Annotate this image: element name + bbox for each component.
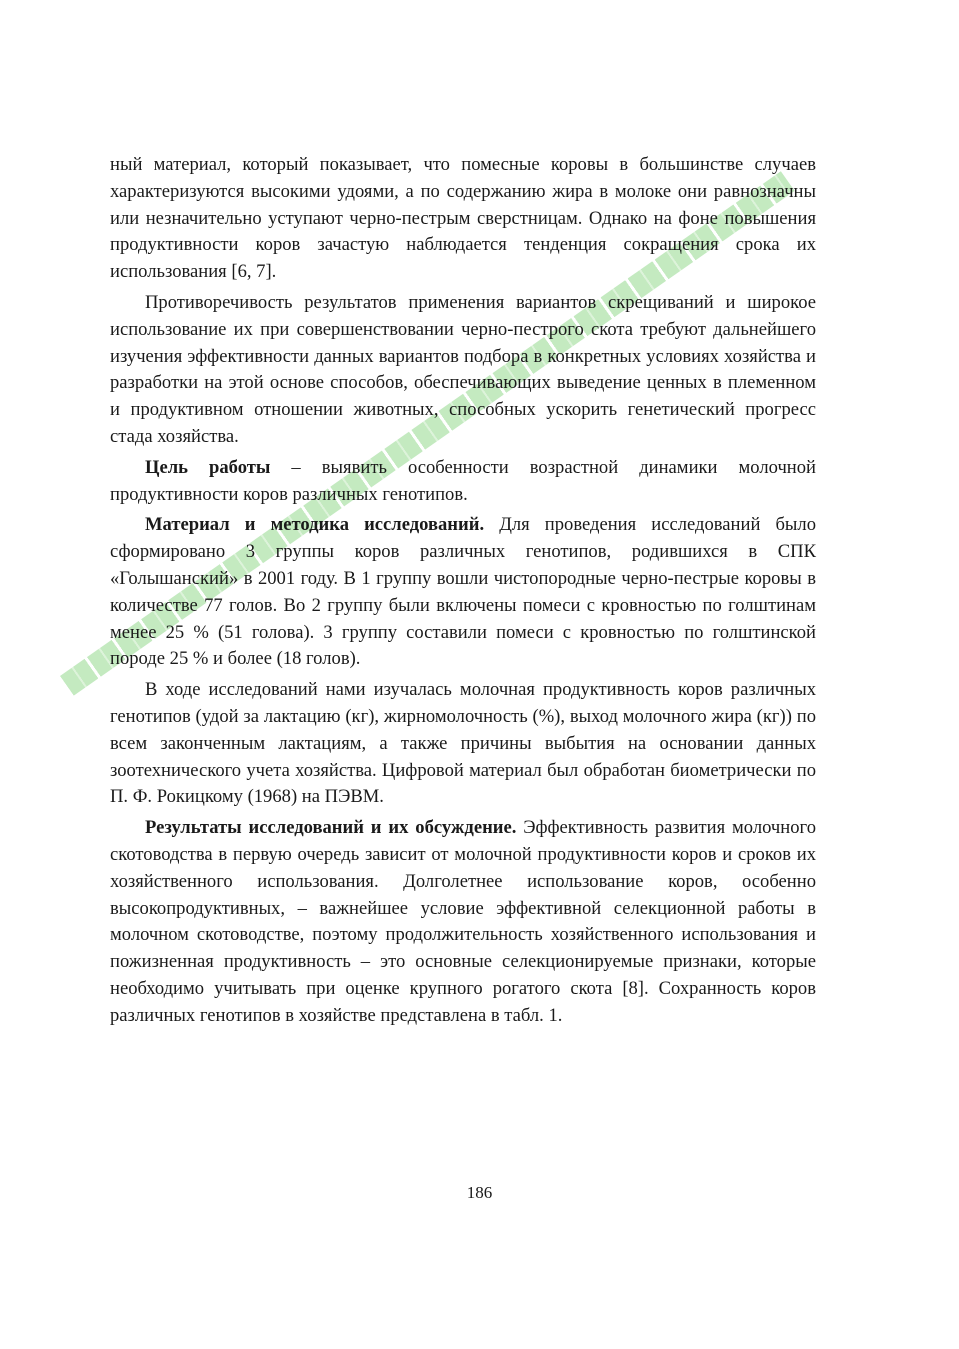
paragraph-contradictions bbox=[110, 290, 816, 451]
paragraph-intro-continuation bbox=[110, 152, 816, 286]
paragraph-lead: Материал и методика исследований. bbox=[145, 514, 485, 536]
paragraph-lead: Результаты исследований и их обсуждение. bbox=[145, 817, 517, 839]
paragraph-text: В ходе исследований нами изучалась молочная продуктивность коров различных генотипов (удой за лактацию (кг), жирномолочность (%), выход молочного жира (кг)) по всем законченным лактациям, а также причины выбытия на основании данных зоотехнического учета хозяйства. Цифровой материал был обработан биометрически по П. Ф. Рокицкому (1968) на ПЭВМ. bbox=[110, 679, 816, 808]
paragraph-text: Для проведения исследований было сформировано 3 группы коров различных генотипов, родившихся в СПК «Голышанский» в 2001 году. В 1 группу вошли чистопородные черно-пестрые коровы в количестве 77 голов. Во 2 группу были включены помеси с кровностью по голштинам менее 25 % (51 голова). 3 группу составили помеси с кровностью по голштинской породе 25 % и более (18 голов). bbox=[110, 514, 817, 670]
body-text bbox=[110, 152, 816, 1034]
paragraph-text: – выявить особенности возрастной динамики молочной продуктивности коров различных генотипов. bbox=[110, 456, 816, 505]
paragraph-results bbox=[110, 815, 816, 1029]
paragraph-study bbox=[110, 677, 816, 811]
paragraph-text: ный материал, который показывает, что помесные коровы в большинстве случаев характеризуются высокими удоями, а по содержанию жира в молоке они равнозначны или незначительно уступают черно-пестрым сверстницам. Однако на фоне повышения продуктивности коров зачастую наблюдается тенденция сокращения срока их использования [6, 7]. bbox=[110, 154, 816, 283]
paragraph-text: Эффективность развития молочного скотоводства в первую очередь зависит от молочной продуктивности коров и сроков их хозяйственного использования. Долголетнее использование коров, особенно высокопродуктивных, – важнейшее условие эффективной селекционной работы в молочном скотоводстве, поэтому продолжительность хозяйственного использования и пожизненная продуктивность – это основные селекционируемые признаки, которые необходимо учитывать при оценке крупного рогатого скота [8]. Сохранность коров различных генотипов в хозяйстве представлена в табл. 1. bbox=[110, 817, 816, 1026]
paragraph-goal bbox=[110, 455, 816, 509]
paragraph-methods bbox=[110, 512, 816, 673]
paragraph-lead: Цель работы bbox=[145, 456, 271, 478]
page-number: 186 bbox=[466, 1183, 493, 1202]
paragraph-text: Противоречивость результатов применения вариантов скрещиваний и широкое использование их при совершенствовании черно-пестрого скота требуют дальнейшего изучения эффективности данных вариантов подбора в конкретных условиях хозяйства и разработки на этой основе способов, обеспечивающих выведение ценных в племенном и продуктивном отношении животных, способных ускорить генетический прогресс стада хозяйства. bbox=[110, 291, 816, 447]
